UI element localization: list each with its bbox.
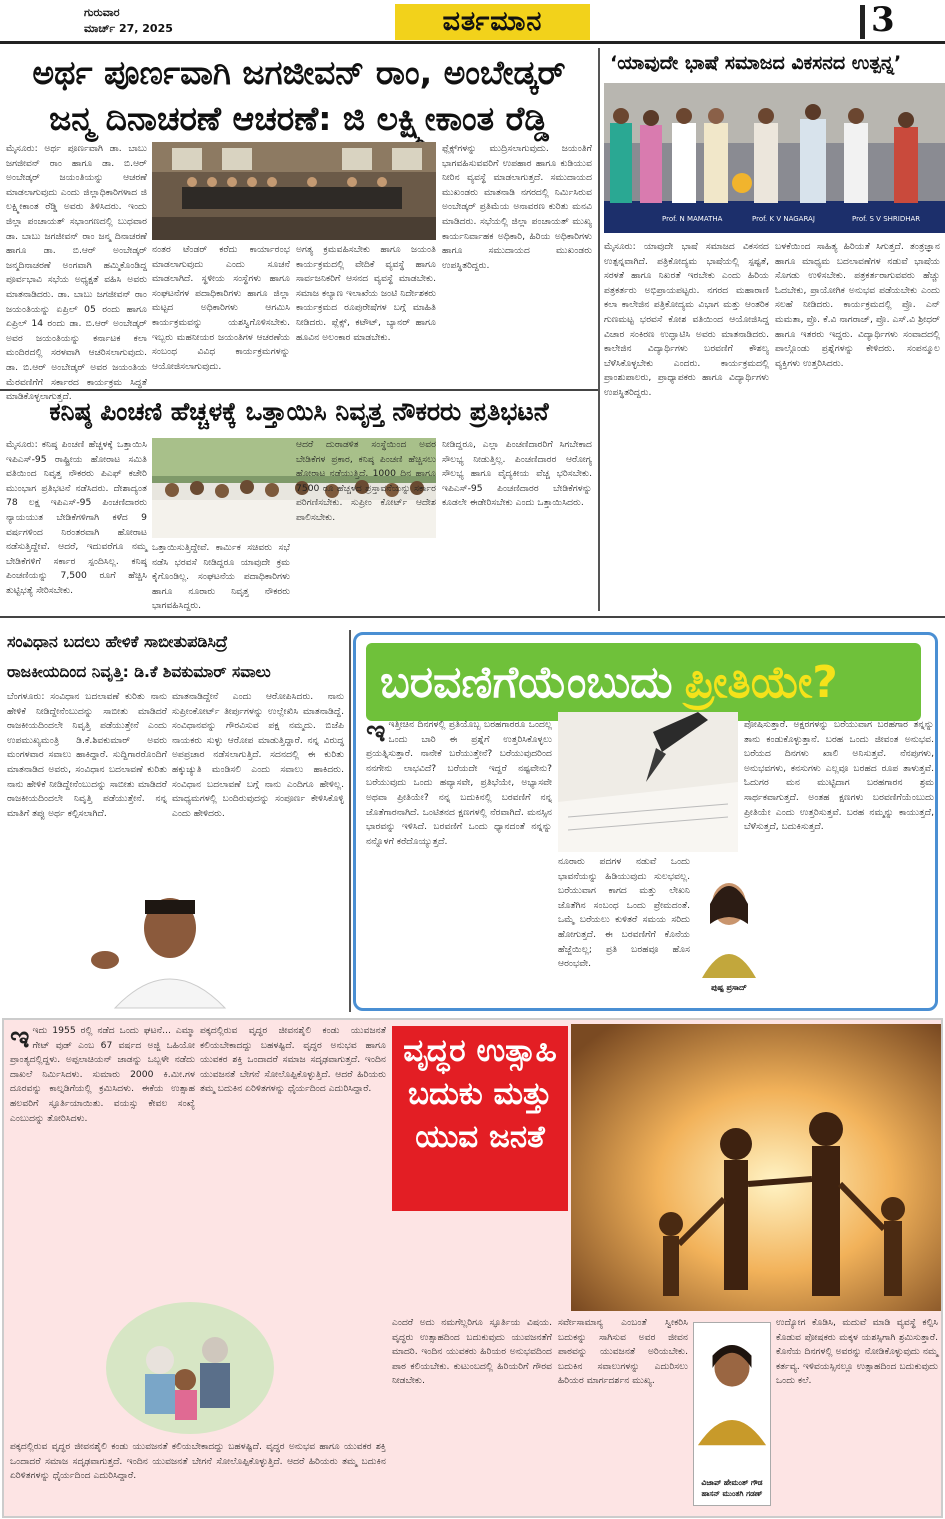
- story1-headline-line2: ಜನ್ಮ ದಿನಾಚರಣೆ ಆಚರಣೆ: ಜಿ ಲಕ್ಷ್ಮೀಕಾಂತ ರೆಡ್ಡಿ: [49, 99, 549, 138]
- story2-column-1: ಮೈಸೂರು: ಕನಿಷ್ಠ ಪಿಂಚಣಿ ಹೆಚ್ಚಳಕ್ಕೆ ಒತ್ತಾಯಿಸಿ ಇಪಿಎಸ್-95 ರಾಷ್ಟ್ರೀಯ ಹೋರಾಟ ಸಮಿತಿ ವತಿಯಿಂದ ನಿವೃತ್ತ ನೌಕರರು ಪಿಎಫ್ ಕಚೇರಿ ಮುಂಭಾಗ ಪ್ರತಿಭಟನೆ ನಡೆಸಿದರು. ದೇಶಾದ್ಯಂತ 78 ಲಕ್ಷ ಇಪಿಎಸ್-95 ಪಿಂಚಣಿದಾರರು ನ್ಯಾಯಯುತ ಬೇಡಿಕೆಗಳಿಗಾಗಿ ಕಳೆದ 9 ವರ್ಷಗಳಿಂದ ನಿರಂತರವಾಗಿ ಹೋರಾಟ ನಡೆಸುತ್ತಿದ್ದೇವೆ. ಆದರೆ, ಇದುವರೆಗೂ ನಮ್ಮ ಬೇಡಿಕೆಗಳಿಗೆ ಸರ್ಕಾರ ಸ್ಪಂದಿಸಿಲ್ಲ. ಕನಿಷ್ಠ ಪಿಂಚಣಿಯನ್ನು 7,500 ರೂಗೆ ಹೆಚ್ಚಿಸಿ ತುಟ್ಟಿಭತ್ಯೆ ಸೇರಿಸಬೇಕು.: [6, 439, 147, 596]
- column-divider-right: [598, 48, 600, 611]
- story4-dk-shivakumar-photo: [75, 880, 247, 1008]
- story5-pen-photo: [558, 712, 738, 852]
- story6-family-photo: [105, 1300, 275, 1435]
- story2-column-3: ಆದರೆ ದುರಾಡಳಿತ ಸಂಸ್ಥೆಯಿಂದ ಅವರ ಬೇಡಿಕೆಗಳ ಪ್ರಕಾರ, ಕನಿಷ್ಠ ಪಿಂಚಣಿ ಹೆಚ್ಚಿಸಲು ಹೋರಾಟ ನಡೆಯುತ್ತಿದೆ. 1000 ದಿನ ಹಾಗೂ 7500 ರೂ ಹೆಚ್ಚಳದ ಪ್ರಸ್ತಾವನೆಯನ್ನು ಸರ್ಕಾರ ಪರಿಗಣಿಸಬೇಕು. ಸುಪ್ರೀಂ ಕೋರ್ಟ್ ಆದೇಶ ಪಾಲಿಸಬೇಕು.: [296, 439, 436, 523]
- story5-author-name: ಪುಷ್ಪ ಪ್ರಸಾದ್: [711, 983, 747, 992]
- story6-author-role: ಹಾಸನ್ ಮುಂತಗಿ ಗಡಣ್: [701, 1489, 763, 1498]
- story6-column-1-text: ಇದು 1955 ರಲ್ಲಿ ನಡೆದ ಒಂದು ಘಟನೆ... ಎಮ್ಮಾ ಗೇಟ್ ವುಡ್ ಎಂಬ 67 ವರ್ಷದ ಅಜ್ಜಿ ಒಹಿಯೋ ಪ್ರಾಂತ್ಯದಲ್ಲಿದ್ದಳು. ಅಪ್ಪಲಾಚಿಯನ್ ಜಾಡನ್ನು ಒಬ್ಬಳೇ ನಡೆದು ದಾಖಲೆ ನಿರ್ಮಿಸಿದಳು. ಸುಮಾರು 2000 ಕಿ.ಮೀ.ಗಳ ದೂರವನ್ನು ಕಾಲ್ನಡಿಗೆಯಲ್ಲಿ ಕ್ರಮಿಸಿದಳು. ಈಕೆಯ ಉತ್ಸಾಹ ಹಲವರಿಗೆ ಸ್ಫೂರ್ತಿಯಾಯಿತು. ವಯಸ್ಸು ಕೇವಲ ಸಂಖ್ಯೆ ಎಂಬುದನ್ನು ತೋರಿಸಿದಳು.: [10, 1025, 195, 1124]
- photo-caption-1: Prof. N MAMATHA: [662, 215, 723, 223]
- story5-dropcap: ಇ: [366, 714, 386, 749]
- story6-author-name: ವಿಜಾಪ್ ಹೇಮಂತ್ ಗೌಡ: [701, 1478, 763, 1487]
- masthead-date: ಮಾರ್ಚ್ 27, 2025: [84, 22, 173, 35]
- story6-column-1b: ಪಕ್ಕದಲ್ಲಿರುವ ವೃದ್ಧರ ಜೀವನಶೈಲಿ ಕಂಡು ಯುವಜನತೆ ಕಲಿಯಬೇಕಾದದ್ದು ಬಹಳಷ್ಟಿದೆ. ವೃದ್ಧರ ಅನುಭವ ಹಾಗೂ ಯುವಕರ ಶಕ್ತಿ ಒಂದಾದರೆ ಸಮಾಜ ಸದೃಢವಾಗುತ್ತದೆ. ಇಂದಿನ ಯುವಜನತೆ ಬೇಗನೆ ಸೋಲೊಪ್ಪಿಕೊಳ್ಳುತ್ತಿದೆ. ಆದರೆ ಹಿರಿಯರು ತಮ್ಮ ಬದುಕಿನ ಏರಿಳಿತಗಳನ್ನು ಧೈರ್ಯದಿಂದ ಎದುರಿಸಿದ್ದಾರೆ.: [10, 1441, 386, 1482]
- masthead-day: ಗುರುವಾರ: [84, 6, 120, 19]
- story4-column-2: ಮಾತನಾಡಿದ್ದೇನೆ ಎಂದು ಆರೋಪಿಸಿದರು. ನಾನು ಸುಪ್ರೀಂಕೋರ್ಟ್ ತೀರ್ಪುಗಳನ್ನು ಉಲ್ಲೇಖಿಸಿ ಮಾತನಾಡಿದ್ದೆ. ಸಂವಿಧಾನವನ್ನು ಗೌರವಿಸುವ ಪಕ್ಷ ನಮ್ಮದು. ಬಿಜೆಪಿ ನಾಯಕರು ಸುಳ್ಳು ಆರೋಪ ಮಾಡುತ್ತಿದ್ದಾರೆ. ನನ್ನ ವಿರುದ್ಧ ಅಪಪ್ರಚಾರ ನಡೆಸಲಾಗುತ್ತಿದೆ. ಸದನದಲ್ಲಿ ಈ ಕುರಿತು ಹಕ್ಕುಚ್ಯುತಿ ಮಂಡಿಸಲಿ ಎಂದು ಸವಾಲು ಹಾಕಿದರು. ಸಂವಿಧಾನ ಬದಲಾವಣೆ ಬಗ್ಗೆ ನಾನು ಎಂದಿಗೂ ಹೇಳಿಲ್ಲ. ಮಾಧ್ಯಮಗಳಲ್ಲಿ ಬಂದಿರುವುದನ್ನು ಸಂಪೂರ್ಣ ಕೇಳಿಸಿಕೊಳ್ಳಿ ಎಂದು ಹೇಳಿದರು.: [172, 691, 344, 819]
- story2-column-4: ನೀಡಿದ್ದರೂ, ಎಲ್ಲಾ ಪಿಂಚಣಿದಾರರಿಗೆ ಸಿಗಬೇಕಾದ ಸೌಲಭ್ಯ ನೀಡುತ್ತಿಲ್ಲ. ಪಿಂಚಣಿದಾರರ ಆರೋಗ್ಯ ಸೌಲಭ್ಯ ಹಾಗೂ ವೈದ್ಯಕೀಯ ವೆಚ್ಚ ಭರಿಸಬೇಕು. ಇಪಿಎಸ್-95 ಪಿಂಚಣಿದಾರರ ಬೇಡಿಕೆಗಳನ್ನು ಕೂಡಲೇ ಈಡೇರಿಸಬೇಕು ಎಂದು ಒತ್ತಾಯಿಸಿದರು.: [442, 439, 592, 509]
- section-divider-1: [0, 616, 945, 618]
- story5-column-1: [366, 714, 552, 1008]
- story2-column-2: ಒತ್ತಾಯಿಸುತ್ತಿದ್ದೇವೆ. ಕಾರ್ಮಿಕ ಸಚಿವರು ಸಭೆ ನಡೆಸಿ ಭರವಸೆ ನೀಡಿದ್ದರೂ ಯಾವುದೇ ಕ್ರಮ ಕೈಗೊಂಡಿಲ್ಲ. ಸಂಘಟನೆಯ ಪದಾಧಿಕಾರಿಗಳು ಹಾಗೂ ನೂರಾರು ನಿವೃತ್ತ ನೌಕರರು ಭಾಗವಹಿಸಿದ್ದರು.: [152, 542, 290, 612]
- story1-headline-line1: ಅರ್ಥ ಪೂರ್ಣವಾಗಿ ಜಗಜೀವನ್ ರಾಂ, ಅಂಬೇಡ್ಕರ್: [32, 53, 566, 92]
- story6-author: [693, 1477, 771, 1499]
- story6-column-2: ಪಕ್ಕದಲ್ಲಿರುವ ವೃದ್ಧರ ಜೀವನಶೈಲಿ ಕಂಡು ಯುವಜನತೆ ಕಲಿಯಬೇಕಾದದ್ದು ಬಹಳಷ್ಟಿದೆ. ವೃದ್ಧರ ಅನುಭವ ಹಾಗೂ ಯುವಕರ ಶಕ್ತಿ ಒಂದಾದರೆ ಸಮಾಜ ಸದೃಢವಾಗುತ್ತದೆ. ಇಂದಿನ ಯುವಜನತೆ ಬೇಗನೆ ಸೋಲೊಪ್ಪಿಕೊಳ್ಳುತ್ತಿದೆ. ಆದರೆ ಹಿರಿಯರು ತಮ್ಮ ಬದುಕಿನ ಏರಿಳಿತಗಳನ್ನು ಧೈರ್ಯದಿಂದ ಎದುರಿಸಿದ್ದಾರೆ.: [200, 1025, 386, 1095]
- story6-column-4: ಸರ್ವೇಸಾಮಾನ್ಯ ಎಂಬಂತೆ ಸ್ವೀಕರಿಸಿ ಬದುಕನ್ನು ಸಾಗಿಸುವ ಅವರ ಜೀವನ ಪಾಠವನ್ನು ಯುವಜನತೆ ಅರಿಯಬೇಕು. ಬದುಕಿನ ಸವಾಲುಗಳನ್ನು ಎದುರಿಸಲು ಹಿರಿಯರ ಮಾರ್ಗದರ್ಶನ ಮುಖ್ಯ.: [558, 1317, 688, 1387]
- story6-column-3: ಎಂದರೆ ಅದು ನಮಗೆಲ್ಲರಿಗೂ ಸ್ಫೂರ್ತಿಯ ವಿಷಯ. ವೃದ್ಧರು ಉತ್ಸಾಹದಿಂದ ಬದುಕುವುದು ಯುವಜನತೆಗೆ ಮಾದರಿ. ಇಂದಿನ ಯುವಕರು ಹಿರಿಯರ ಅನುಭವದಿಂದ ಪಾಠ ಕಲಿಯಬೇಕು. ಕುಟುಂಬದಲ್ಲಿ ಹಿರಿಯರಿಗೆ ಗೌರವ ನೀಡಬೇಕು.: [392, 1317, 552, 1387]
- story6-dropcap: ಇ: [10, 1020, 30, 1055]
- story1-headline: [0, 50, 598, 142]
- page-number: [860, 0, 895, 40]
- story4-headline-line2: ರಾಜಕೀಯದಿಂದ ನಿವೃತ್ತಿ: ಡಿ.ಕೆ ಶಿವಕುಮಾರ್ ಸವಾಲು: [7, 663, 271, 681]
- story5-column-1-text: ಇತ್ತೀಚಿನ ದಿನಗಳಲ್ಲಿ ಪ್ರತಿಯೊಬ್ಬ ಬರಹಗಾರರೂ ಒಂದಲ್ಲ ಒಂದು ಬಾರಿ ಈ ಪ್ರಶ್ನೆಗೆ ಉತ್ತರಿಸಿಕೊಳ್ಳಲು ಪ್ರಯತ್ನಿಸುತ್ತಾರೆ. ನಾನೇಕೆ ಬರೆಯುತ್ತೇನೆ? ಬರೆಯುವುದರಿಂದ ನನಗೇನು ಲಾಭವಿದೆ? ಬರೆಯದೇ ಇದ್ದರೆ ನಷ್ಟವೇನು? ಬರೆಯುವುದು ಒಂದು ಹವ್ಯಾಸವೇ, ಪ್ರತಿಭೆಯೇ, ಅಭ್ಯಾಸವೇ ಅಥವಾ ಪ್ರೀತಿಯೇ? ನನ್ನ ಬದುಕಿನಲ್ಲಿ ಬರವಣಿಗೆ ನನ್ನ ಜೊತೆಗಾರನಾಗಿದೆ. ಒಂಟಿತನದ ಕ್ಷಣಗಳಲ್ಲಿ ನೆರವಾಗಿದೆ. ಮನಸ್ಸಿನ ಭಾರವನ್ನು ಇಳಿಸಿದೆ. ಬರವಣಿಗೆ ಒಂದು ಧ್ಯಾನದಂತೆ ನನ್ನನ್ನು ನನ್ನೊಳಗೆ ಕರೆದೊಯ್ಯುತ್ತದೆ.: [366, 719, 552, 847]
- story3-column-1: ಮೈಸೂರು: ಯಾವುದೇ ಭಾಷೆ ಸಮಾಜದ ವಿಕಸನದ ಉತ್ಪನ್ನವಾಗಿದೆ. ಪತ್ರಿಕೋದ್ಯಮ ಭಾಷೆಯಲ್ಲಿ ಸ್ಪಷ್ಟತೆ, ಸರಳತೆ ಹಾಗೂ ನಿಖರತೆ ಇರಬೇಕು ಎಂದು ಹಿರಿಯ ಪತ್ರಕರ್ತರು ಅಭಿಪ್ರಾಯಪಟ್ಟರು. ನಗರದ ಮಹಾರಾಣಿ ಕಲಾ ಕಾಲೇಜಿನ ಪತ್ರಿಕೋದ್ಯಮ ವಿಭಾಗ ಮತ್ತು ಆಂತರಿಕ ಗುಣಮಟ್ಟ ಭರವಸೆ ಕೋಶ ವತಿಯಿಂದ ಆಯೋಜಿಸಿದ್ದ ವಿಚಾರ ಸಂಕಿರಣ ಉದ್ಘಾಟಿಸಿ ಅವರು ಮಾತನಾಡಿದರು. ಕಾಲೇಜಿನ ವಿದ್ಯಾರ್ಥಿಗಳು ಬರವಣಿಗೆ ಕೌಶಲ್ಯ ಬೆಳೆಸಿಕೊಳ್ಳಬೇಕು ಎಂದರು. ಕಾರ್ಯಕ್ರಮದಲ್ಲಿ ಪ್ರಾಂಶುಪಾಲರು, ಪ್ರಾಧ್ಯಾಪಕರು ಹಾಗೂ ವಿದ್ಯಾರ್ಥಿಗಳು ಉಪಸ್ಥಿತರಿದ್ದರು.: [604, 241, 769, 398]
- story3-headline: ‘ಯಾವುದೇ ಭಾಷೆ ಸಮಾಜದ ವಿಕಸನದ ಉತ್ಪನ್ನ’: [610, 52, 902, 74]
- story5-column-2: ನೂರಾರು ಪದಗಳ ನಡುವೆ ಒಂದು ಭಾವನೆಯನ್ನು ಹಿಡಿಯುವುದು ಸುಲಭವಲ್ಲ. ಬರೆಯುವಾಗ ಕಾಗದ ಮತ್ತು ಲೇಖನಿ ಜೊತೆಗಿನ ಸಂಬಂಧ ಒಂದು ಪ್ರೇಮದಂತೆ. ಒಮ್ಮೆ ಬರೆಯಲು ಕುಳಿತರೆ ಸಮಯ ಸರಿದು ಹೋಗುತ್ತದೆ. ಈ ಬರವಣಿಗೆಗೆ ಕೊನೆಯ ಹೆಜ್ಜೆಯಿಲ್ಲ; ಪ್ರತಿ ಬರಹವೂ ಹೊಸ ಆರಂಭವೇ.: [558, 856, 690, 970]
- story6-column-1: [10, 1020, 195, 1344]
- story6-silhouette-photo: [571, 1024, 941, 1311]
- story4-column-1: ಬೆಂಗಳೂರು: ಸಂವಿಧಾನ ಬದಲಾವಣೆ ಕುರಿತು ನಾನು ಹೇಳಿಕೆ ನೀಡಿದ್ದೇನೆಂಬುದನ್ನು ಸಾಬೀತು ಮಾಡಿದರೆ ರಾಜಕೀಯದಿಂದಲೇ ನಿವೃತ್ತಿ ಪಡೆಯುತ್ತೇನೆ ಎಂದು ಉಪಮುಖ್ಯಮಂತ್ರಿ ಡಿ.ಕೆ.ಶಿವಕುಮಾರ್ ಅವರು ಮಂಗಳವಾರ ಸವಾಲು ಹಾಕಿದ್ದಾರೆ. ಸುದ್ದಿಗಾರರೊಂದಿಗೆ ಮಾತನಾಡಿದ ಅವರು, ಸಂವಿಧಾನ ಬದಲಾವಣೆ ಕುರಿತು ನಾನು ಹೇಳಿಕೆ ನೀಡಿದ್ದೇನೆಂಬುದನ್ನು ಸಾಬೀತು ಮಾಡಿದರೆ ರಾಜಕೀಯದಿಂದಲೇ ನಿವೃತ್ತಿ ಪಡೆಯುತ್ತೇನೆ. ನನ್ನ ಮಾತಿಗೆ ತಪ್ಪು ಅರ್ಥ ಕಲ್ಪಿಸಲಾಗಿದೆ.: [7, 691, 167, 819]
- story5-headline-part2: ಪ್ರೀತಿಯೇ?: [684, 656, 838, 708]
- page-number-value: 3: [871, 0, 895, 40]
- story6-author-photo: [694, 1323, 770, 1473]
- story5-headline-part1: ಬರವಣಿಗೆಯೆಂಬುದು: [380, 656, 673, 708]
- story6-headline: [392, 1026, 568, 1211]
- story1-column-2: ನಂತರ ಟೆಂಡರ್ ಕರೆದು ಕಾರ್ಯಾರಂಭ ಮಾಡಲಾಗುವುದು ಎಂದು ಸೂಚನೆ ಮಾಡಲಾಗಿದೆ. ಸ್ಥಳೀಯ ಸಂಸ್ಥೆಗಳು ಹಾಗೂ ಸಂಘಟನೆಗಳ ಪದಾಧಿಕಾರಿಗಳು ಹಾಗೂ ಜಿಲ್ಲಾ ಮಟ್ಟದ ಅಧಿಕಾರಿಗಳು ಆಗಮಿಸಿ ಕಾರ್ಯಕ್ರಮವನ್ನು ಯಶಸ್ವಿಗೊಳಿಸಬೇಕು. ಇಬ್ಬರು ಮಹನೀಯರ ಜಯಂತಿಗಳ ಆಚರಣೆಯ ಸಂಬಂಧ ವಿವಿಧ ಕಾರ್ಯಕ್ರಮಗಳನ್ನು ಆಯೋಜಿಸಲಾಗುವುದು.: [152, 244, 290, 372]
- column-divider-middle: [349, 630, 351, 1012]
- story1-column-1: ಮೈಸೂರು: ಅರ್ಥ ಪೂರ್ಣವಾಗಿ ಡಾ. ಬಾಬು ಜಗಜೀವನ್ ರಾಂ ಹಾಗೂ ಡಾ. ಬಿ.ಆರ್ ಅಂಬೇಡ್ಕರ್ ಜಯಂತಿಯನ್ನು ಆಚರಣೆ ಮಾಡಲಾಗುವುದು ಎಂದು ಜಿಲ್ಲಾಧಿಕಾರಿಗಳಾದ ಜಿ ಲಕ್ಷ್ಮೀಕಾಂತ ರೆಡ್ಡಿ ಅವರು ತಿಳಿಸಿದರು. ಇಂದು ಜಿಲ್ಲಾ ಪಂಚಾಯತ್ ಸಭಾಂಗಣದಲ್ಲಿ ಬುಧವಾರ ಡಾ. ಬಾಬು ಜಗಜೀವನ್ ರಾಂ ಜನ್ಮ ದಿನಾಚರಣೆ ಹಾಗೂ ಡಾ. ಬಿ.ಆರ್ ಅಂಬೇಡ್ಕರ್ ಜನ್ಮದಿನಾಚರಣೆ ಅಂಗವಾಗಿ ಹಮ್ಮಿಕೊಂಡಿದ್ದ ಪೂರ್ವಭಾವಿ ಸಭೆಯ ಅಧ್ಯಕ್ಷತೆ ವಹಿಸಿ ಅವರು ಮಾತನಾಡಿದರು. ಡಾ. ಬಾಬು ಜಗಜೀವನ್ ರಾಂ ಜಯಂತಿಯನ್ನು ಏಪ್ರಿಲ್ 05 ರಂದು ಹಾಗೂ ಏಪ್ರಿಲ್ 14 ರಂದು ಡಾ. ಬಿ.ಆರ್ ಅಂಬೇಡ್ಕರ್ ಅವರ ಜಯಂತಿಯನ್ನು ಕರ್ನಾಟಕ ಕಲಾ ಮಂದಿರದಲ್ಲಿ ಸರಳವಾಗಿ ಆಚರಿಸಲಾಗುವುದು. ಡಾ. ಬಿ.ಆರ್ ಅಂಬೇಡ್ಕರ್ ಅವರ ಜಯಂತಿಯ ಮೆರವಣಿಗೆಗೆ ಸರ್ಕಾರದ ಕಾರ್ಯಕ್ರಮ ಸಿದ್ಧತೆ ಮಾಡಿಕೊಳ್ಳಲಾಗುತ್ತದೆ.: [6, 143, 147, 403]
- story4-headline-line1: ಸಂವಿಧಾನ ಬದಲು ಹೇಳಿಕೆ ಸಾಬೀತುಪಡಿಸಿದ್ರೆ: [7, 632, 228, 651]
- story2-headline: ಕನಿಷ್ಠ ಪಿಂಚಣಿ ಹೆಚ್ಚಳಕ್ಕೆ ಒತ್ತಾಯಿಸಿ ನಿವೃತ್ತ ನೌಕರರು ಪ್ರತಿಭಟನೆ: [49, 397, 549, 426]
- masthead: [0, 0, 945, 44]
- story1-column-4: ಫ್ಲೆಕ್ಸ್‌ಗಳನ್ನು ಮುದ್ರಿಸಲಾಗುವುದು. ಜಯಂತಿಗೆ ಭಾಗವಹಿಸುವವರಿಗೆ ಉಪಹಾರ ಹಾಗೂ ಕುಡಿಯುವ ನೀರಿನ ವ್ಯವಸ್ಥೆ ಮಾಡಲಾಗುತ್ತದೆ. ಸಮುದಾಯದ ಮುಖಂಡರು ಮಾತನಾಡಿ ನಗರದಲ್ಲಿ ನಿರ್ಮಿಸಿರುವ ಅಂಬೇಡ್ಕರ್ ಪ್ರತಿಮೆಯ ಅನಾವರಣ ಕುರಿತು ಮನವಿ ಮಾಡಿದರು. ಸಭೆಯಲ್ಲಿ ಜಿಲ್ಲಾ ಪಂಚಾಯತ್ ಮುಖ್ಯ ಕಾರ್ಯನಿರ್ವಾಹಕ ಅಧಿಕಾರಿ, ಹಿರಿಯ ಅಧಿಕಾರಿಗಳು ಹಾಗೂ ಸಮುದಾಯದ ಮುಖಂಡರು ಉಪಸ್ಥಿತರಿದ್ದರು.: [442, 143, 592, 271]
- story1-meeting-photo: [152, 142, 436, 240]
- story3-column-2: ಬಳಕೆಯಿಂದ ಸಾಹಿತ್ಯ ಹಿರಿಯತೆ ಸಿಗುತ್ತದೆ. ತಂತ್ರಜ್ಞಾನ ಹಾಗೂ ಮಾಧ್ಯಮ ಬದಲಾವಣೆಗಳ ನಡುವೆ ಭಾಷೆಯ ಸೊಗಡು ಉಳಿಸಬೇಕು. ಪತ್ರಕರ್ತರಾಗುವವರು ಹೆಚ್ಚು ಓದಬೇಕು, ಪ್ರಾಯೋಗಿಕ ಅನುಭವ ಪಡೆಯಬೇಕು ಎಂದು ಸಲಹೆ ನೀಡಿದರು. ಕಾರ್ಯಕ್ರಮದಲ್ಲಿ ಪ್ರೊ. ಎನ್ ಮಮತಾ, ಪ್ರೊ. ಕೆ.ವಿ ನಾಗರಾಜ್, ಪ್ರೊ. ಎಸ್.ವಿ ಶ್ರೀಧರ್ ಹಾಗೂ ಇತರರು ಇದ್ದರು. ವಿದ್ಯಾರ್ಥಿಗಳು ಸಂವಾದದಲ್ಲಿ ಪಾಲ್ಗೊಂಡು ಪ್ರಶ್ನೆಗಳನ್ನು ಕೇಳಿದರು. ಸಂಪನ್ಮೂಲ ವ್ಯಕ್ತಿಗಳು ಉತ್ತರಿಸಿದರು.: [775, 241, 940, 369]
- newspaper-title: ವರ್ತಮಾನ: [395, 4, 590, 40]
- page-bar: [860, 5, 865, 39]
- story6-column-5: ಉದ್ಯೋಗ ಕೊಡಿಸಿ, ಮದುವೆ ಮಾಡಿ ವ್ಯವಸ್ಥೆ ಕಲ್ಪಿಸಿ ಕೊಡುವ ಪೋಷಕರು ಮಕ್ಕಳ ಯಶಸ್ಸಿಗಾಗಿ ಶ್ರಮಿಸುತ್ತಾರೆ. ಕೊನೆಯ ದಿನಗಳಲ್ಲಿ ಅವರನ್ನು ನೋಡಿಕೊಳ್ಳುವುದು ನಮ್ಮ ಕರ್ತವ್ಯ. ಇಳಿವಯಸ್ಸಿನಲ್ಲೂ ಉತ್ಸಾಹದಿಂದ ಬದುಕುವುದು ಒಂದು ಕಲೆ.: [776, 1317, 938, 1387]
- story1-column-3: ಅಗತ್ಯ ಕ್ರಮವಹಿಸಬೇಕು ಹಾಗೂ ಜಯಂತಿ ಕಾರ್ಯಕ್ರಮದಲ್ಲಿ ವೇದಿಕೆ ವ್ಯವಸ್ಥೆ ಹಾಗೂ ಸಾರ್ವಜನಿಕರಿಗೆ ಆಸನದ ವ್ಯವಸ್ಥೆ ಮಾಡಬೇಕು. ಸಮಾಜ ಕಲ್ಯಾಣ ಇಲಾಖೆಯ ಜಂಟಿ ನಿರ್ದೇಶಕರು ಕಾರ್ಯಕ್ರಮದ ರೂಪುರೇಷೆಗಳ ಬಗ್ಗೆ ಮಾಹಿತಿ ನೀಡಿದರು. ಪ್ಲೆಕ್ಸ್, ಕಟೌಟ್, ಬ್ಯಾನರ್ ಹಾಗೂ ಹೂವಿನ ಅಲಂಕಾರ ಮಾಡಬೇಕು.: [296, 244, 436, 343]
- story1-divider: [0, 389, 598, 391]
- story5-headline: [366, 643, 921, 721]
- story5-column-3: ಪೋಷಿಸುತ್ತಾರೆ. ಅಕ್ಷರಗಳನ್ನು ಬರೆಯುವಾಗ ಬರಹಗಾರ ತನ್ನನ್ನು ತಾನು ಕಂಡುಕೊಳ್ಳುತ್ತಾನೆ. ಬರಹ ಒಂದು ಜೀವಂತ ಅನುಭವ. ಬರೆಯದ ದಿನಗಳು ಖಾಲಿ ಅನಿಸುತ್ತವೆ. ನೆನಪುಗಳು, ಅನುಭವಗಳು, ಕನಸುಗಳು ಎಲ್ಲವೂ ಬರಹದ ರೂಪ ತಾಳುತ್ತವೆ. ಓದುಗರ ಮನ ಮುಟ್ಟಿದಾಗ ಬರಹಗಾರನ ಶ್ರಮ ಸಾರ್ಥಕವಾಗುತ್ತದೆ. ಅಂತಹ ಕ್ಷಣಗಳು ಬರವಣಿಗೆಯೆಂಬುದು ಪ್ರೀತಿಯೇ ಎಂದು ಉತ್ತರಿಸುತ್ತವೆ. ಬರಹ ನಮ್ಮನ್ನು ಕಾಯುತ್ತದೆ, ಬೆಳೆಸುತ್ತದೆ, ಬದುಕಿಸುತ್ತದೆ.: [744, 719, 934, 833]
- story3-seminar-photo: [604, 83, 945, 233]
- story6-headline-text: ವೃದ್ಧರ ಉತ್ಸಾಹಿ ಬದುಕು ಮತ್ತು ಯುವ ಜನತೆ: [403, 1033, 557, 1155]
- photo-caption-2: Prof. K V NAGARAJ: [752, 215, 815, 223]
- photo-caption-3: Prof. S V SHRIDHAR: [852, 215, 921, 223]
